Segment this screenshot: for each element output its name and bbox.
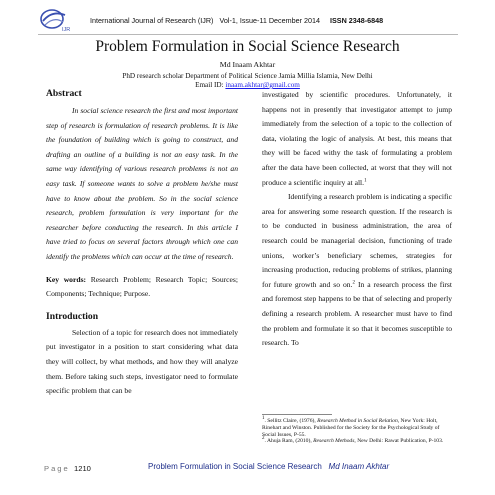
journal-name: International Journal of Research (IJR) <box>90 16 214 25</box>
paper-author: Md Inaam Akhtar <box>219 60 276 69</box>
paragraph-2-text-a: Identifying a research problem is indicating a specific area for answering some research question. If the research is to be conducted in business administration, the area of research could be managerial decision, functioning of trade unions, worker’s beneficiary schemes, strategies for increasing production, reducing problems of strikes, planning for future growth and so on. <box>262 192 452 289</box>
header-rule <box>38 34 458 35</box>
right-column <box>262 88 452 351</box>
affiliation-line: PhD research scholar Department of Political Science Jamia Millia Islamia, New Delhi <box>122 72 373 80</box>
journal-header <box>38 6 458 34</box>
footnote-1 <box>262 418 452 438</box>
email-label: Email ID: <box>195 81 224 89</box>
footnote-2-title: Research Methods <box>313 438 355 445</box>
keywords <box>46 273 238 302</box>
abstract-heading: Abstract <box>46 88 82 99</box>
keywords-text: Research Problem; Research Topic; Sources; Components; Technique; Purpose. <box>46 274 238 299</box>
logo-text: IJR <box>62 27 71 33</box>
footnote-1-title: Research Method in Social Relation <box>317 418 398 424</box>
footnote-2-text-a: . Ahuja Ram, (2010), <box>264 438 314 445</box>
page-label: Page <box>44 464 70 473</box>
paper-title: Problem Formulation in Social Science Research <box>95 38 400 55</box>
footnote-1-text-b: , New York: Holt, Rinehart and Winston. Published for the Society for the Psychological Study of Social Issues, P-55. <box>262 418 440 438</box>
footer-author: Md Inaam Akhtar <box>328 462 390 471</box>
left-column <box>46 88 238 399</box>
paragraph-1-text: investigated by scientific procedures. Unfortunately, it happens not in presently that investigator attempt to jump immediately from the selection of a topic to the collection of data, violating the logic of analysis. At best, this means that they will be faced withy the task of formulating a problem after the data have been collected, at worst that they will not produce a scientific inquiry at all. <box>262 90 452 187</box>
globe-logo-icon <box>38 6 78 34</box>
footnote-ref-1[interactable]: 1 <box>364 178 367 184</box>
abstract-text: In social science research the first and most important step of research is formulation of research problems. It is like the foundation of building which is going to construct, and drafting an outline of a building is not an easy task. In the same way identifying of various research problems is not an easy task. If someone wants to solve a problem he/she must have to know about the problem. So in the social science research, problem formulation is very important for the researcher before conducting the research. In this article I have tried to focus on several factors through which one can identify the problems which can occur at the time of research. <box>46 106 238 261</box>
footnotes <box>262 418 452 445</box>
journal-volume: Vol-1, Issue-11 December 2014 <box>219 16 320 25</box>
journal-info <box>90 16 383 25</box>
journal-logo <box>38 6 78 34</box>
footer-title-text: Problem Formulation in Social Science Research <box>148 462 322 471</box>
introduction-heading: Introduction <box>46 310 99 322</box>
footnote-2-number: 2 <box>262 436 265 442</box>
page-number: 1210 <box>74 464 91 473</box>
footer-running-title <box>148 462 389 471</box>
footnote-ref-2[interactable]: 2 <box>352 280 355 286</box>
footnote-1-number: 1 <box>262 416 265 422</box>
journal-issn: ISSN 2348-6848 <box>330 16 384 25</box>
introduction-text: Selection of a topic for research does not immediately put investigator in a position to start considering what data they will collect, by what methods, and how they will analyze them. Before taking such steps, investigator need to formulate specific problem that can be <box>46 327 238 396</box>
footnote-1-text-a: . Sellitz Claire, (1976), <box>264 418 318 424</box>
body-paragraph-1 <box>262 88 452 190</box>
footnote-rule <box>262 414 332 415</box>
footnote-2 <box>262 438 452 445</box>
footnote-2-text-b: , New Delhi: Rawat Publication, P-103. <box>354 438 444 445</box>
keywords-label: Key words: <box>46 274 87 284</box>
paragraph-2-text-b: In a research process the first and foremost step happens to be that of selecting and properly defining a research problem. A researcher must have to find the problem and formulate it so that it becomes susceptible to research. To <box>262 279 453 348</box>
email-link[interactable]: inaam.akhtar@gmail.com <box>225 81 300 89</box>
body-paragraph-2 <box>262 190 452 351</box>
